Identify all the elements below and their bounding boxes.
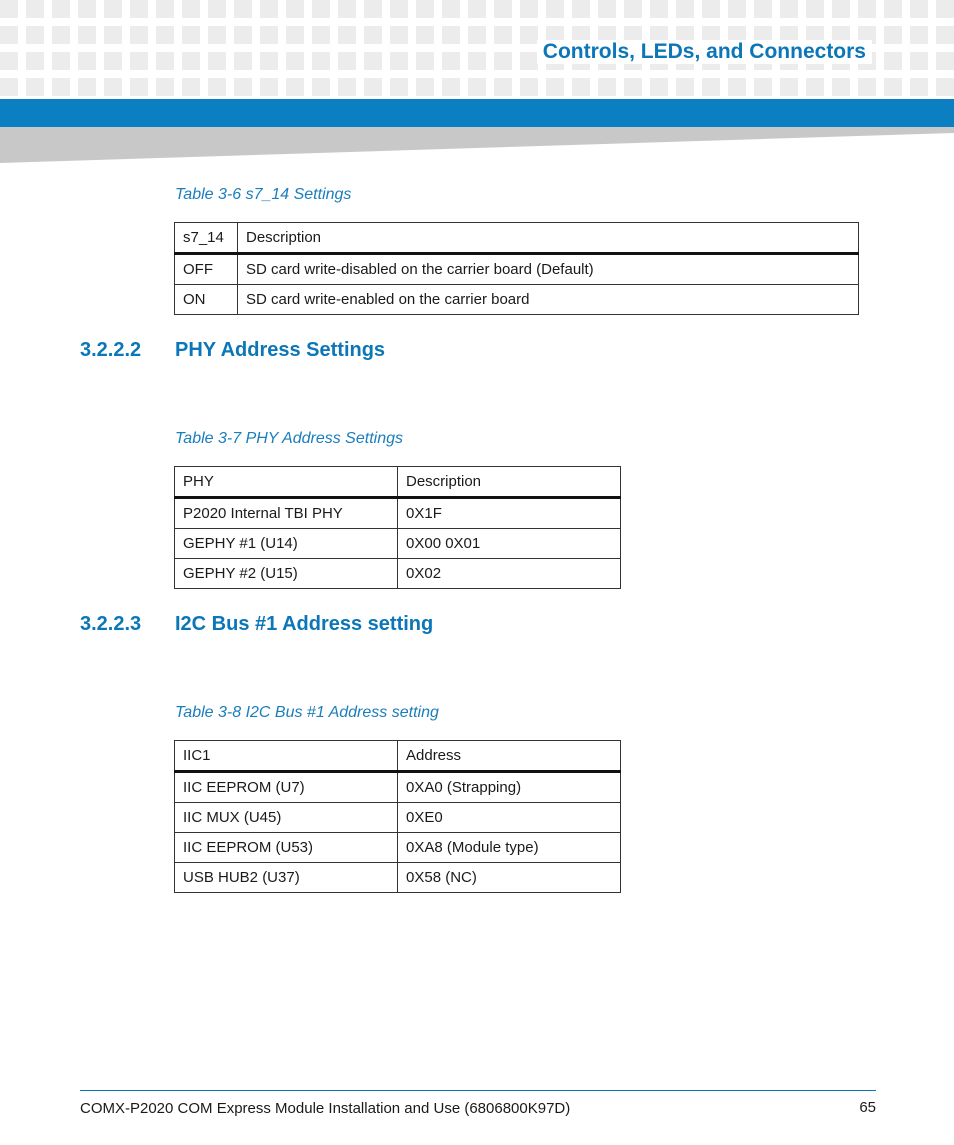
table-row [175, 529, 621, 559]
table-cell: ON [175, 285, 238, 315]
header-blue-band [0, 99, 954, 127]
table-3-7-caption: Table 3-7 PHY Address Settings [175, 430, 403, 447]
table-3-8 [174, 740, 621, 893]
table-cell: 0XE0 [398, 803, 621, 833]
table-header-cell: Description [398, 467, 621, 498]
table-cell: IIC EEPROM (U53) [175, 833, 398, 863]
footer-rule [80, 1090, 876, 1091]
table-cell: P2020 Internal TBI PHY [175, 498, 398, 529]
table-row [175, 254, 859, 285]
table-cell: GEPHY #1 (U14) [175, 529, 398, 559]
table-cell: 0X1F [398, 498, 621, 529]
table-cell: 0X00 0X01 [398, 529, 621, 559]
section-title: I2C Bus #1 Address setting [175, 613, 434, 635]
table-cell: SD card write-disabled on the carrier board (Default) [238, 254, 859, 285]
table-3-6-caption: Table 3-6 s7_14 Settings [175, 186, 352, 203]
table-cell: 0X58 (NC) [398, 863, 621, 893]
table-3-8-caption: Table 3-8 I2C Bus #1 Address setting [175, 704, 439, 721]
table-cell: SD card write-enabled on the carrier board [238, 285, 859, 315]
table-row [175, 772, 621, 803]
table-cell: 0X02 [398, 559, 621, 589]
page-header-title: Controls, LEDs, and Connectors [537, 40, 872, 64]
section-heading-phy [80, 339, 385, 362]
footer-page-number: 65 [859, 1099, 876, 1116]
table-3-6 [174, 222, 859, 315]
table-header-row [175, 223, 859, 254]
section-heading-i2c [80, 613, 433, 636]
table-row [175, 863, 621, 893]
section-number: 3.2.2.2 [80, 339, 142, 361]
section-title: PHY Address Settings [175, 339, 386, 361]
table-row [175, 803, 621, 833]
table-row [175, 833, 621, 863]
table-header-cell: IIC1 [175, 741, 398, 772]
table-cell: 0XA0 (Strapping) [398, 772, 621, 803]
table-header-cell: s7_14 [175, 223, 238, 254]
table-header-row [175, 741, 621, 772]
table-row [175, 498, 621, 529]
table-cell: IIC EEPROM (U7) [175, 772, 398, 803]
table-cell: GEPHY #2 (U15) [175, 559, 398, 589]
table-row [175, 285, 859, 315]
table-cell: USB HUB2 (U37) [175, 863, 398, 893]
table-cell: IIC MUX (U45) [175, 803, 398, 833]
table-cell: 0XA8 (Module type) [398, 833, 621, 863]
section-number: 3.2.2.3 [80, 613, 142, 635]
table-header-cell: PHY [175, 467, 398, 498]
table-header-cell: Address [398, 741, 621, 772]
header-gray-swoosh [0, 127, 954, 163]
footer-document-title: COMX-P2020 COM Express Module Installation and Use (6806800K97D) [80, 1100, 571, 1117]
table-cell: OFF [175, 254, 238, 285]
table-row [175, 559, 621, 589]
table-3-7 [174, 466, 621, 589]
table-header-cell: Description [238, 223, 859, 254]
table-header-row [175, 467, 621, 498]
